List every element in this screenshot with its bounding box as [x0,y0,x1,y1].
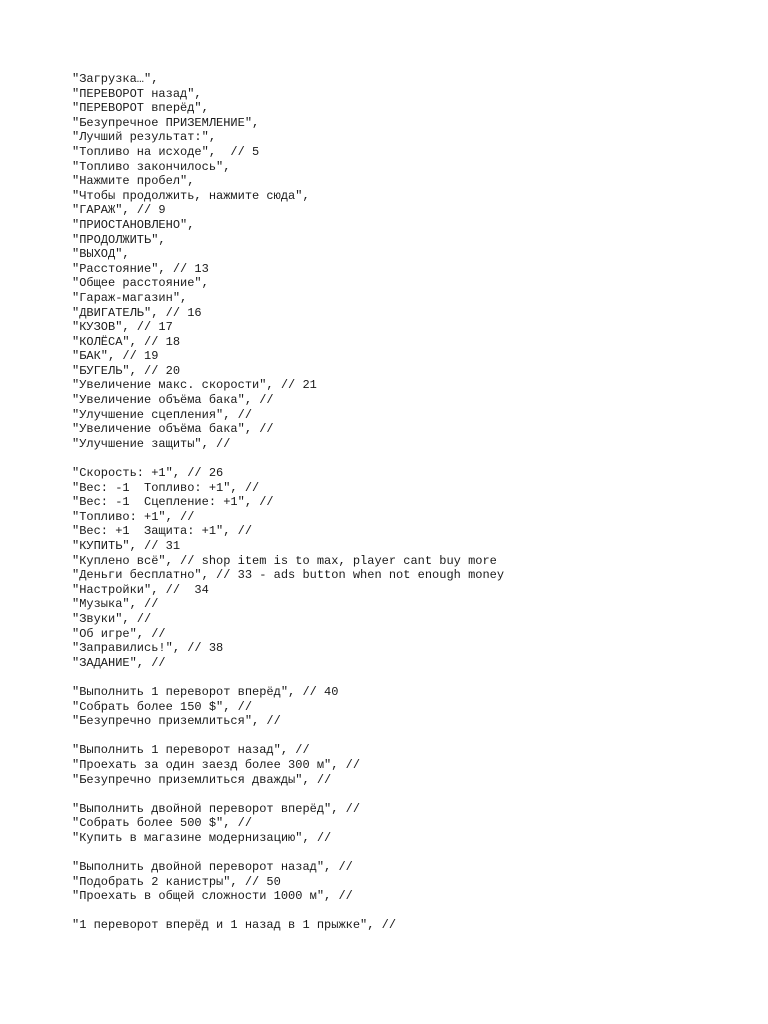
text-line: "Выполнить 1 переворот назад", // [72,743,310,758]
text-line: "Выполнить двойной переворот назад", // [72,860,353,875]
text-line: "Вес: +1 Защита: +1", // [72,524,253,539]
text-line: "КУПИТЬ", // 31 [72,539,181,553]
text-line: "Заправились!", // 38 [72,641,224,656]
text-line: "БАК", // 19 [72,349,159,364]
text-line: "БУГЕЛЬ", // 20 [72,363,181,378]
text-line: "Гараж-магазин", [72,290,188,305]
blank-line [72,845,752,860]
text-line: "Увеличение объёма бака", // [72,393,274,408]
text-line: "Об игре", // [72,626,166,641]
text-line: "КОЛЁСА", // 18 [72,334,181,349]
text-line: "ГАРАЖ", // 9 [72,203,166,218]
text-line: "Подобрать 2 канистры", // 50 [72,874,281,889]
text-line: "Безупречно приземлиться дважды", // [72,772,332,787]
text-line: "Общее расстояние", [72,276,209,291]
text-line: "Скорость: +1", // 26 [72,466,224,481]
document-text [72,72,752,933]
text-line: "Собрать более 500 $", // [72,816,253,831]
text-line: "Топливо закончилось", [72,159,231,174]
text-line: "Улучшение сцепления", // [72,407,253,422]
text-line: "Вес: -1 Сцепление: +1", // [72,495,274,510]
text-line: "ПЕРЕВОРОТ вперёд", [72,101,209,116]
text-line: "Увеличение объёма бака", // [72,422,274,437]
text-line: "Расстояние", // 13 [72,261,209,276]
text-line: "Безупречное ПРИЗЕМЛЕНИЕ", [72,115,260,130]
text-line: "Звуки", // [72,611,152,626]
text-line: "Куплено всё", // shop item is to max, player cant buy more [72,553,497,568]
text-line: "Собрать более 150 $", // [72,699,253,714]
text-line: "Настройки", // 34 [72,582,209,597]
text-line: "Топливо: +1", // [72,509,195,524]
text-line: "Нажмите пробел", [72,174,195,189]
text-line: "Проехать в общей сложности 1000 м", // [72,889,353,904]
text-line: "Чтобы продолжить, нажмите сюда", [72,188,310,203]
text-line: "ДВИГАТЕЛЬ", // 16 [72,305,202,320]
blank-line [72,451,752,466]
text-line: "Топливо на исходе", // 5 [72,144,260,159]
text-line: "Увеличение макс. скорости", // 21 [72,378,317,393]
text-line: "ПРИОСТАНОВЛЕНО", [72,217,195,232]
text-line: "КУЗОВ", // 17 [72,320,173,335]
text-line: "Вес: -1 Топливо: +1", // [72,480,260,495]
text-line: "Улучшение защиты", // [72,436,231,451]
text-line: "Безупречно приземлиться", // [72,714,281,729]
text-line: "Выполнить двойной переворот вперёд", // [72,801,361,816]
text-line: "Музыка", // [72,597,159,612]
text-line: "Проехать за один заезд более 300 м", // [72,757,361,772]
text-line: "Загрузка…", [72,72,159,86]
text-line: "Лучший результат:", [72,130,217,145]
text-line: "Купить в магазине модернизацию", // [72,830,332,845]
text-line: "ПРОДОЛЖИТЬ", [72,232,166,247]
text-line: "ЗАДАНИЕ", // [72,655,166,670]
blank-line [72,904,752,919]
text-line: "Выполнить 1 переворот вперёд", // 40 [72,684,339,699]
text-line: "ВЫХОД", [72,247,130,262]
text-line: "1 переворот вперёд и 1 назад в 1 прыжке", // [72,918,397,933]
blank-line [72,787,752,802]
text-line: "Деньги бесплатно", // 33 - ads button when not enough money [72,568,505,583]
blank-line [72,670,752,685]
blank-line [72,729,752,744]
text-line: "ПЕРЕВОРОТ назад", [72,86,202,101]
